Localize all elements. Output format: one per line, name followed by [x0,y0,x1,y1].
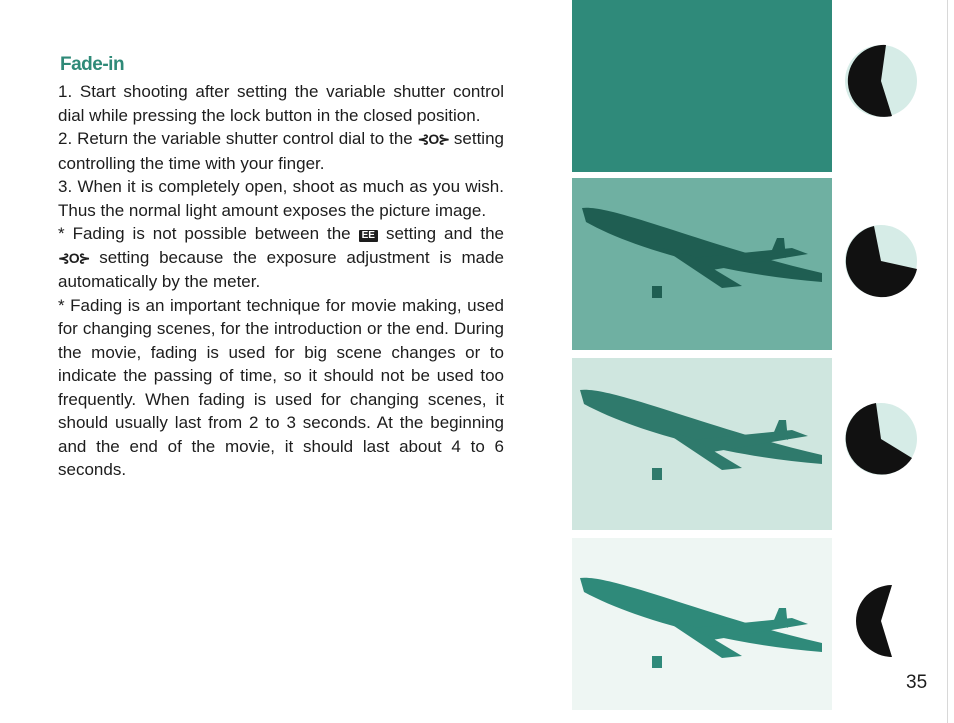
shutter-disc-icon [840,40,922,122]
shutter-disc-icon [840,580,922,662]
step-2: 2. Return the variable shutter control dial to the ⊰O⊱ setting controlling the time with your finger. [58,129,504,173]
photo-frame-3 [572,358,832,530]
ee-setting-symbol-icon: EE [359,230,378,242]
shutter-disc-icon [840,220,922,302]
page-edge [947,0,948,723]
shutter-disc-icon [840,398,922,480]
photo-frame-4 [572,538,832,710]
body-text [58,80,504,482]
airplane-photo-3 [572,358,832,530]
shutter-disc-4 [840,580,922,662]
auto-exposure-symbol-icon: ⊰O⊱ [58,249,90,266]
shutter-disc-1 [840,40,922,122]
shutter-disc-2 [840,220,922,302]
note-2: * Fading is an important technique for movie making, used for changing scenes, for the introduction or the end. During the movie, fading is used for big scene changes or to indicate the passing of time, so it should not be used too frequently. When fading is used for changing scenes, it should usually last from 2 to 3 seconds. At the beginning and the end of the movie, it should last about 4 to 6 seconds. [58,295,504,479]
step-3: 3. When it is completely open, shoot as much as you wish. Thus the normal light amount exposes the picture image. [58,177,504,220]
shutter-disc-3 [840,398,922,480]
photo-frame-2 [572,178,832,350]
airplane-photo-2 [572,178,832,350]
photo-frame-1 [572,0,832,172]
note-1: * Fading is not possible between the EE setting and the ⊰O⊱ setting because the exposure adjustment is made automatically by the meter. [58,224,504,291]
auto-exposure-symbol-icon: ⊰O⊱ [417,131,449,147]
page-number: 35 [906,672,928,693]
section-heading: Fade-in [60,54,125,75]
airplane-photo-4 [572,538,832,710]
step-1: 1. Start shooting after setting the variable shutter control dial while pressing the lock button in the closed position. [58,82,504,125]
dark-frame [572,0,832,172]
